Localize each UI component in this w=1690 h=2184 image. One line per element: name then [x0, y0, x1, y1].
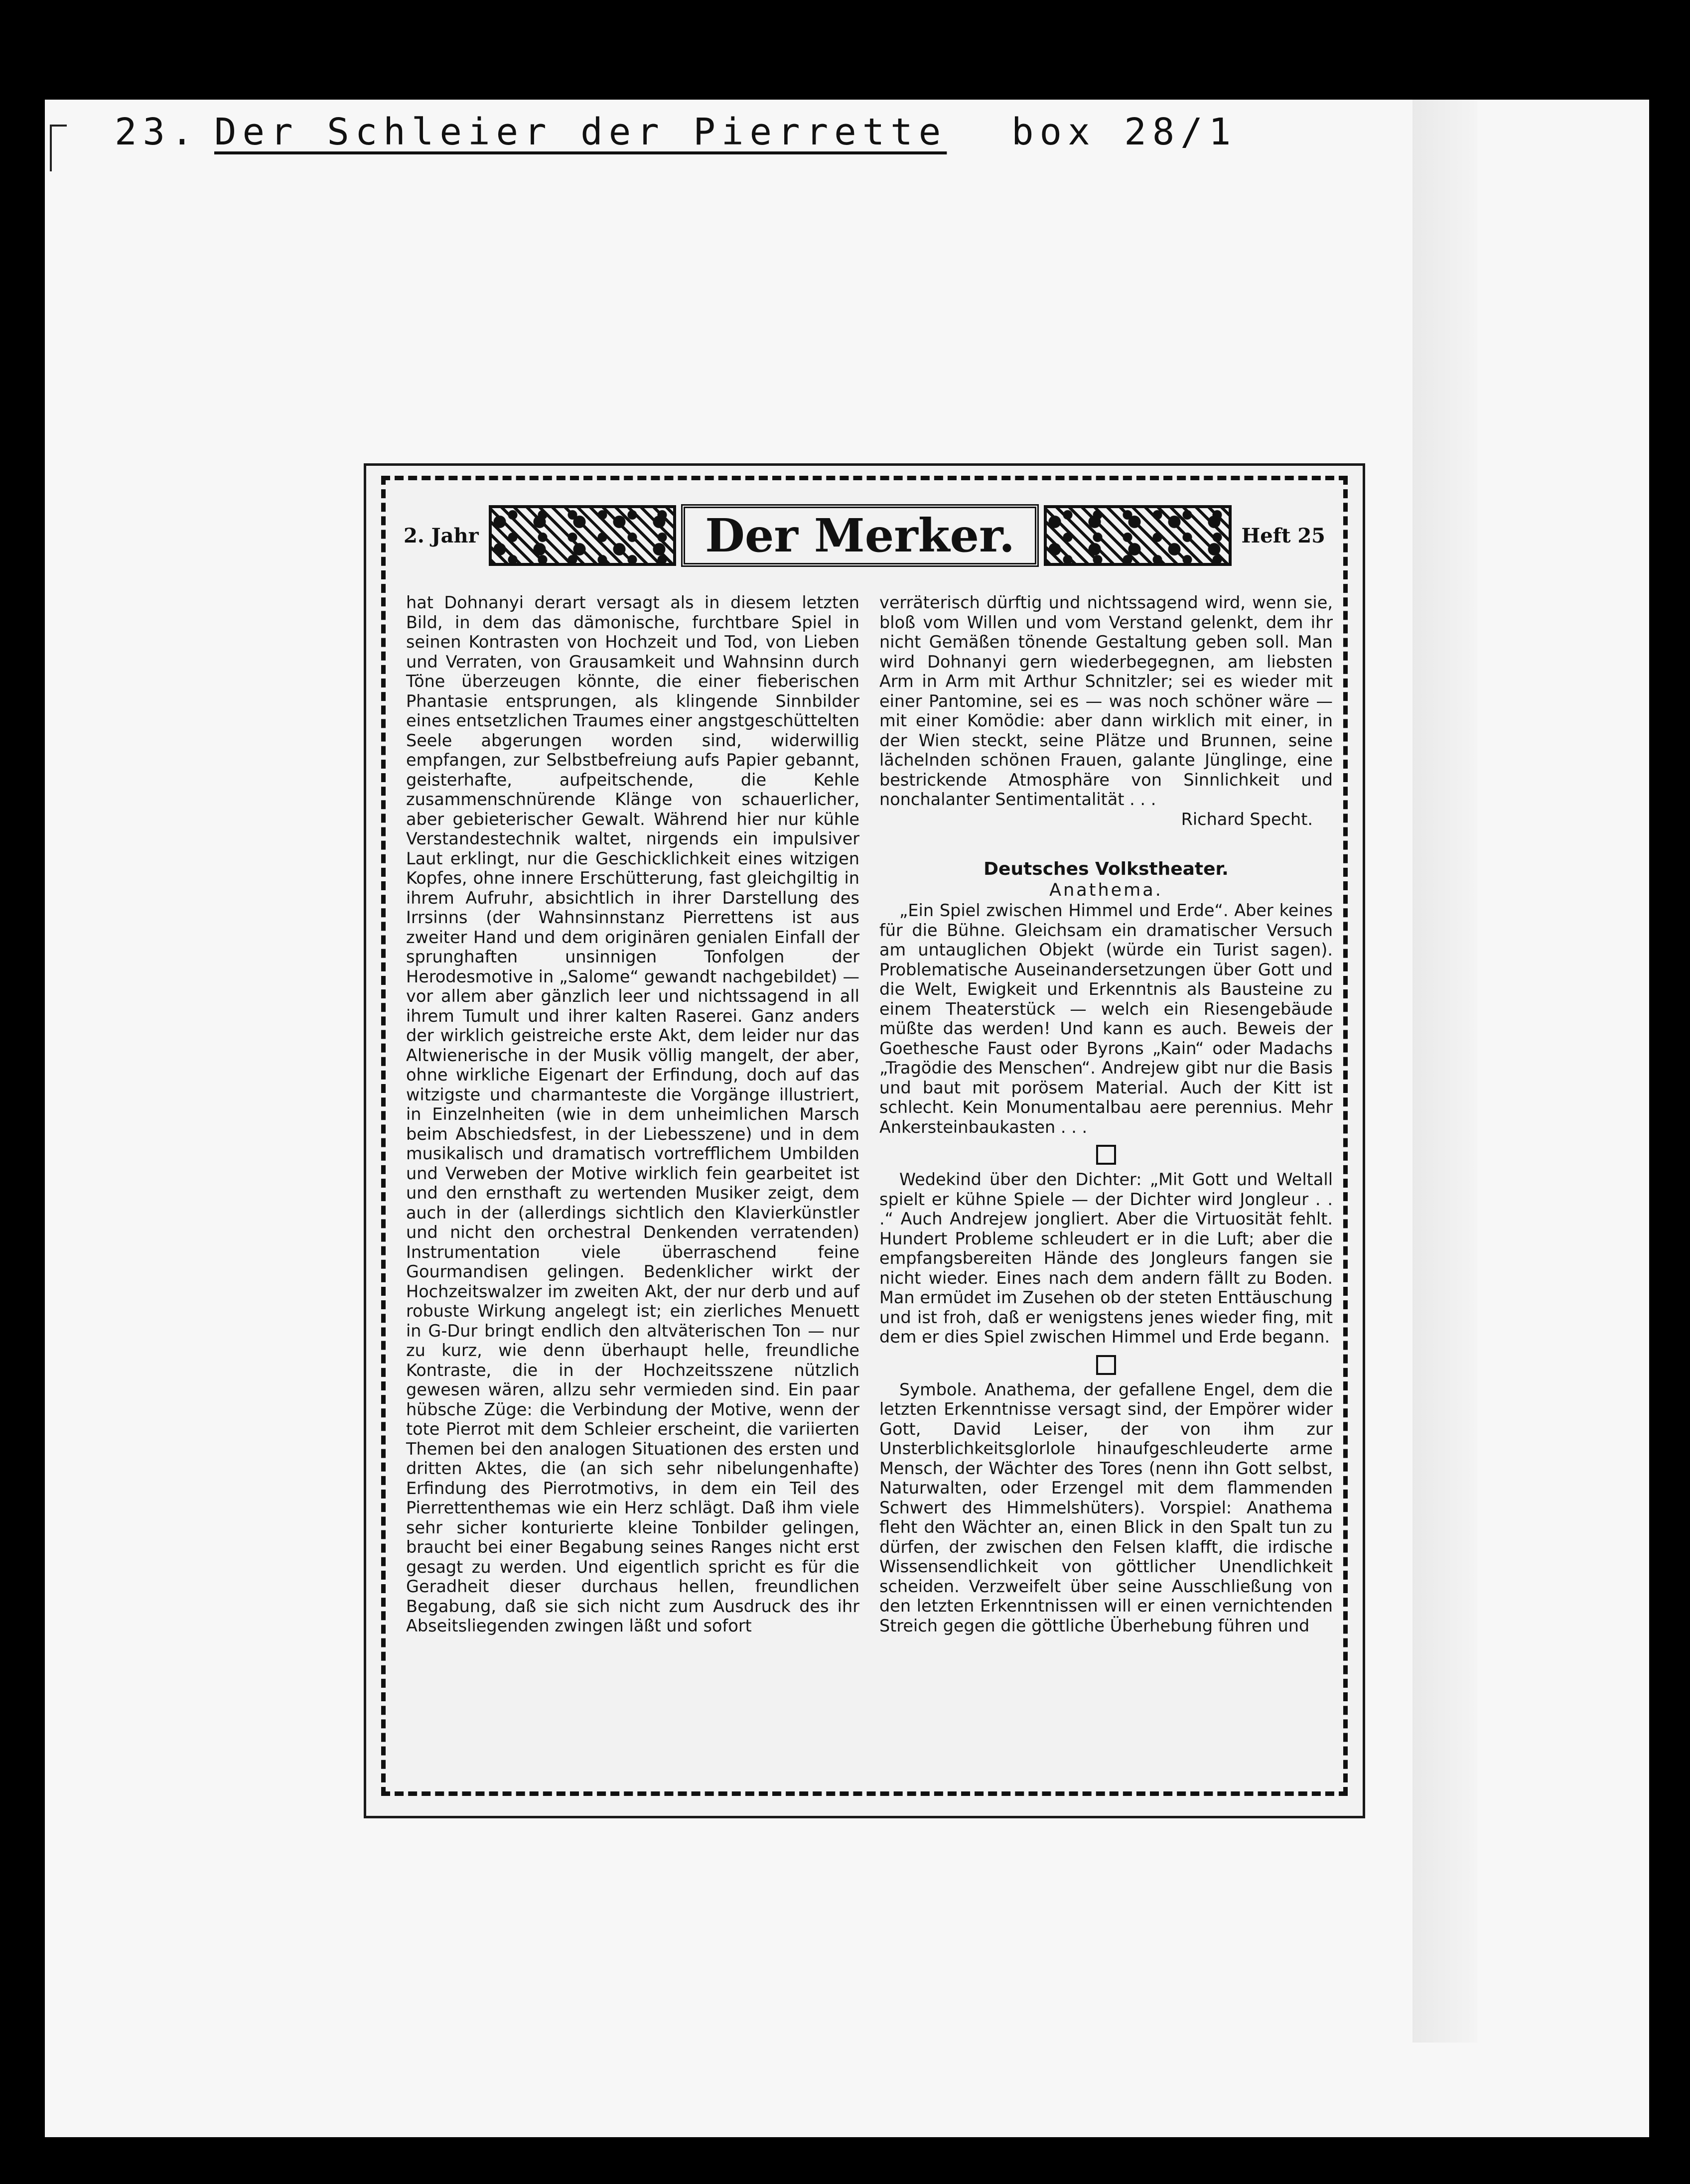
right-column: [879, 593, 1333, 1754]
year-label: 2. Jahr: [404, 524, 479, 547]
item-title: Der Schleier der Pierrette: [214, 111, 947, 153]
newspaper-clipping: [364, 463, 1365, 1818]
author-signature: Richard Specht.: [1181, 809, 1313, 829]
item-number: 23.: [115, 111, 199, 153]
ornament-right: [1044, 505, 1231, 566]
paragraph-3: Symbole. Anathema, der gefallene Engel, dem die letzten Erkenntnisse versagt sind, der Empörer wider Gott, David Leiser, der von ihm zur Unsterblichkeitsglorlole hinaufgeschleuderte arme Mensch, der Wächter des Tores (nenn ihn Gott selbst, Naturwalten, oder Erzengel mit dem flammenden Schwert des Himmelshüters). Vorspiel: Anathema fleht den Wächter an, einen Blick in den Spalt tun zu dürfen, der zwischen den Felsen klafft, die irdische Wissensendlichkeit von göttlicher Unendlichkeit scheiden. Verzweifelt über seine Ausschließung von den letzten Erkenntnissen will er einen vernichtenden Streich gegen die göttliche Überhebung führen und: [879, 1379, 1333, 1636]
box-label: box 28/1: [1011, 111, 1237, 153]
left-column-text: hat Dohnanyi derart versagt als in diesem letzten Bild, in dem das dämonische, furchtbare Spiel in seinen Kontrasten von Hochzeit und Tod, von Lieben und Verraten, von Grausamkeit und Wahnsinn durch Töne überzeugen könnte, die einer fieberischen Phantasie entsprungen, als klingende Sinnbilder eines entsetzlichen Traumes einer angstgeschüttelten Seele abgerungen worden sind, widerwillig empfangen, zur Selbstbefreiung aufs Papier gebannt, geisterhafte, aufpeitschende, die Kehle zusammenschnürende Klänge von schauerlicher, aber gebieterischer Gewalt. Während hier nur kühle Verstandestechnik waltet, nirgends ein impulsiver Laut erklingt, nur die Geschicklichkeit eines witzigen Kopfes, ohne innere Erschütterung, fast gleichgiltig in ihrem Aufruhr, absichtlich in ihrer Darstellung des Irrsinns (der Wahnsinnstanz Pierrettens ist aus zweiter Hand und dem originären genialen Einfall der sprunghaften unsinnigen Tonfolgen der Herodesmotive in „Salome“ gewandt nachgebildet) — vor allem aber gänzlich leer und nichtssagend in all ihrem Tumult und ihrer kalten Raserei. Ganz anders der wirklich geistreiche erste Akt, dem leider nur das Altwienerische in der Musik völlig mangelt, der aber, ohne wirkliche Eigenart der Erfindung, doch auf das witzigste und charmanteste die Vorgänge illustriert, in Einzelnheiten (wie in dem unheimlichen Marsch beim Abschiedsfest, in der Liebesszene) und in dem musikalisch und dramatisch vortrefflichem Umbilden und Verweben der Motive wirklich fein gearbeitet ist und den ernsthaft zu wertenden Musiker zeigt, dem auch in der (allerdings sichtlich den Klavierkünstler und nicht den orchestral Denkenden verratenden) Instrumentation viele überraschend feine Gourmandisen gelingen. Bedenklicher wirkt der Hochzeitswalzer im zweiten Akt, der nur derb und auf robuste Wirkung angelegt ist; ein zierliches Menuett in G-Dur bringt endlich den altväterischen Ton — nur zu kurz, wie denn überhaupt helle, freundliche Kontraste, die in der Hochzeitsszene nützlich gewesen wären, allzu sehr vermieden sind. Ein paar hübsche Züge: die Verbindung der Motive, wenn der tote Pierrot mit dem Schleier erscheint, die variierten Themen bei den analogen Situationen des ersten und dritten Aktes, die (an sich sehr nibelungenhafte) Erfindung des Pierrotmotivs, in dem ein Teil des Pierrettenthemas wie ein Herz schlägt. Daß ihm viele sehr sicher konturierte kleine Tonbilder gelingen, braucht bei einer Begabung seines Ranges nicht erst gesagt zu werden. Und eigentlich spricht es für die Geradheit dieser durchaus hellen, freundlichen Begabung, daß sie sich nicht zum Ausdruck des ihr Abseitsliegenden zwingen läßt und sofort: [406, 593, 859, 1636]
sheet-shadow: [1412, 100, 1477, 2043]
article-columns: [406, 593, 1333, 1754]
masthead-banner: [399, 506, 1330, 565]
archive-header: [115, 111, 1360, 170]
masthead-title: Der Merker.: [681, 504, 1039, 567]
ornament-left: [489, 505, 676, 566]
paragraph-1: „Ein Spiel zwischen Himmel und Erde“. Aber keines für die Bühne. Gleichsam ein dramatischer Versuch am untauglichen Objekt (würde ein Turist sagen). Problematische Auseinandersetzungen über Gott und die Welt, Ewigkeit und Erkenntnis als Bausteine zu einem Theaterstück — welch ein Riesengebäude müßte das werden! Und kann es auch. Beweis der Goethesche Faust oder Byrons „Kain“ oder Madachs „Tragödie des Menschen“. Andrejew gibt nur die Basis und baut mit porösem Material. Auch der Kitt ist schlecht. Kein Monumentalbau aere perennius. Mehr Ankersteinbaukasten . . .: [879, 901, 1333, 1137]
corner-mark: [50, 125, 67, 171]
archive-sheet: [45, 100, 1649, 2137]
section-title: Deutsches Volkstheater.: [984, 859, 1229, 879]
separator-square-icon: [1096, 1355, 1116, 1375]
section-subtitle: Anathema.: [1049, 880, 1163, 900]
separator-square-icon: [1096, 1145, 1116, 1165]
continuation-text: verräterisch dürftig und nichtssagend wird, wenn sie, bloß vom Willen und vom Verstand gelenkt, dem ihr nicht Gemäßen tönende Gestaltung geben soll. Man wird Dohnanyi gern wiederbegegnen, am liebsten Arm in Arm mit Arthur Schnitzler; sei es wieder mit einer Pantomine, sei es — was noch schöner wäre — mit einer Komödie: aber dann wirklich mit einer, in der Wien steckt, seine Plätze und Brunnen, seine lächelnden schönen Frauen, galante Jünglinge, eine bestrickende Atmosphäre von Sinnlichkeit und nonchalanter Sentimentalität . . .: [879, 593, 1333, 809]
paragraph-2: Wedekind über den Dichter: „Mit Gott und Weltall spielt er kühne Spiele — der Dichter wird Jongleur . . .“ Auch Andrejew jongliert. Aber die Virtuosität fehlt. Hundert Probleme schleudert er in die Luft; aber die empfangsbereiten Hände des Jongleurs fangen sie nicht wieder. Eines nach dem andern fällt zu Boden. Man ermüdet im Zusehen ob der steten Enttäuschung und ist froh, daß er wenigstens jenes wieder fing, mit dem er dies Spiel zwischen Himmel und Erde begann.: [879, 1170, 1333, 1347]
left-column: [406, 593, 859, 1754]
issue-label: Heft 25: [1241, 524, 1326, 547]
